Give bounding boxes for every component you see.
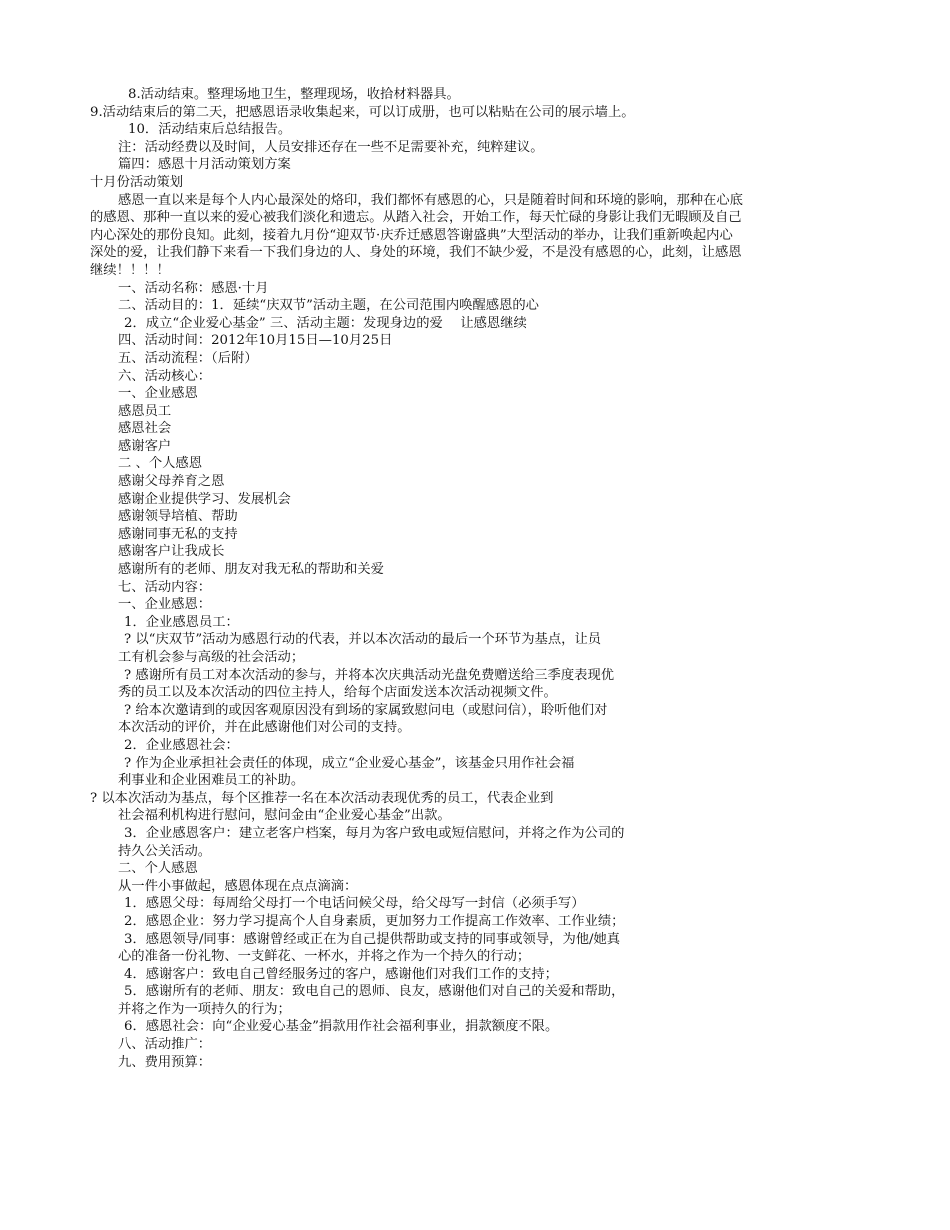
list-item: 七、活动内容： [118,579,212,595]
document-body [0,86,950,1071]
text-line: 9.活动结束后的第二天，把感恩语录收集起来，可以订成册，也可以粘贴在公司的展示墙上。 [90,104,635,120]
list-item: 二、活动目的：1．延续“庆双节”活动主题，在公司范围内唤醒感恩的心 [118,298,539,314]
text-line: 8.活动结束。整理场地卫生，整理现场，收拾材料器具。 [128,87,460,102]
text-line: 从一件小事做起，感恩体现在点点滴滴： [118,878,358,894]
list-item: 二 、个人感恩 [118,456,203,472]
list-item: 一、企业感恩： [118,597,212,613]
text-line: 感恩一直以来是每个人内心最深处的烙印，我们都怀有感恩的心，只是随着时间和环境的影响，那种在心底 [118,192,743,208]
list-item: 感谢父母养育之恩 [118,474,225,490]
list-item: 感谢客户 [118,438,172,454]
list-item: ? 以本次活动为基点，每个区推荐一名在本次活动表现优秀的员工，代表企业到 [90,790,554,806]
list-item: 2．企业感恩社会： [124,737,239,753]
list-item: 1．企业感恩员工： [124,614,239,630]
text-line: 持久公关活动。 [118,843,212,859]
list-item: 感恩社会 [118,421,172,437]
section-title: 十月份活动策划 [90,174,184,190]
list-item: 八、活动推广： [118,1037,212,1053]
list-item: 2．成立“企业爱心基金” 三、活动主题：发现身边的爱 让感恩继续 [124,315,527,331]
text-line: 深处的爱，让我们静下来看一下我们身边的人、身处的环境，我们不缺少爱，不是没有感恩的心，此刻，让感恩 [90,245,742,261]
text-line: 工有机会参与高级的社会活动； [118,650,305,665]
list-item: 九、费用预算： [118,1054,212,1070]
list-item: 感谢所有的老师、朋友对我无私的帮助和关爱 [118,562,384,578]
text-line: 内心深处的那份良知。此刻，接着九月份“迎双节·庆乔迁感恩答谢盛典”大型活动的举办，让我们重新唤起内心 [90,227,733,243]
text-line: 社会福利机构进行慰问，慰问金由“企业爱心基金”出款。 [118,808,451,824]
list-item: 感恩员工 [118,403,172,419]
list-item: ? 给本次邀请到的或因客观原因没有到场的家属致慰问电（或慰问信），聆听他们对 [124,702,608,718]
list-item: 四、活动时间：2012年10月15日—10月25日 [118,333,393,349]
text-line: 秀的员工以及本次活动的四位主持人，给每个店面发送本次活动视频文件。 [118,685,557,701]
list-item: ? 感谢所有员工对本次活动的参与，并将本次庆典活动光盘免费赠送给三季度表现优 [124,667,615,683]
list-item: 2．感恩企业：努力学习提高个人自身素质，更加努力工作提高工作效率、工作业绩； [124,913,625,929]
text-line: 继续！！！！ [90,262,170,278]
list-item: 5．感谢所有的老师、朋友：致电自己的恩师、良友，感谢他们对自己的关爱和帮助， [124,984,625,1000]
list-item: 3．企业感恩客户：建立老客户档案，每月为客户致电或短信慰问，并将之作为公司的 [124,825,625,841]
list-item: 感谢企业提供学习、发展机会 [118,491,291,507]
list-item: ? 以“庆双节”活动为感恩行动的代表，并以本次活动的最后一个环节为基点，让员 [124,632,602,648]
section-heading: 篇四：感恩十月活动策划方案 [118,157,291,173]
list-item: 1．感恩父母：每周给父母打一个电话问候父母，给父母写一封信（必须手写） [124,896,585,912]
text-line: 注：活动经费以及时间，人员安排还存在一些不足需要补充，纯粹建议。 [118,139,544,155]
list-item: ? 作为企业承担社会责任的体现，成立“企业爱心基金”，该基金只用作社会福 [124,755,575,771]
list-item: 4．感谢客户：致电自己曾经服务过的客户，感谢他们对我们工作的支持； [124,966,558,982]
text-line: 心的准备一份礼物、一支鲜花、一杯水，并将之作为一个持久的行动； [118,949,531,965]
text-line: 的感恩、那种一直以来的爱心被我们淡化和遗忘。从踏入社会，开始工作，每天忙碌的身影让我们无暇顾及自己 [90,210,742,226]
list-item: 二、个人感恩 [118,861,198,877]
list-item: 一、企业感恩 [118,386,198,402]
list-item: 6．感恩社会：向“企业爱心基金”捐款用作社会福利事业，捐款额度不限。 [124,1019,559,1035]
list-item: 六、活动核心： [118,368,212,384]
text-line: 10．活动结束后总结报告。 [128,122,292,138]
list-item: 感谢同事无私的支持 [118,526,238,542]
text-line: 本次活动的评价，并在此感谢他们对公司的支持。 [118,720,411,736]
text-line: 利事业和企业困难员工的补助。 [118,773,305,789]
list-item: 一、活动名称：感恩·十月 [118,280,269,296]
list-item: 3．感恩领导/同事：感谢曾经或正在为自己提供帮助或支持的同事或领导，为他/她真 [124,931,621,947]
list-item: 五、活动流程：（后附） [118,350,258,366]
list-item: 感谢客户让我成长 [118,544,225,560]
text-line: 并将之作为一项持久的行为； [118,1001,291,1017]
list-item: 感谢领导培植、帮助 [118,509,238,525]
